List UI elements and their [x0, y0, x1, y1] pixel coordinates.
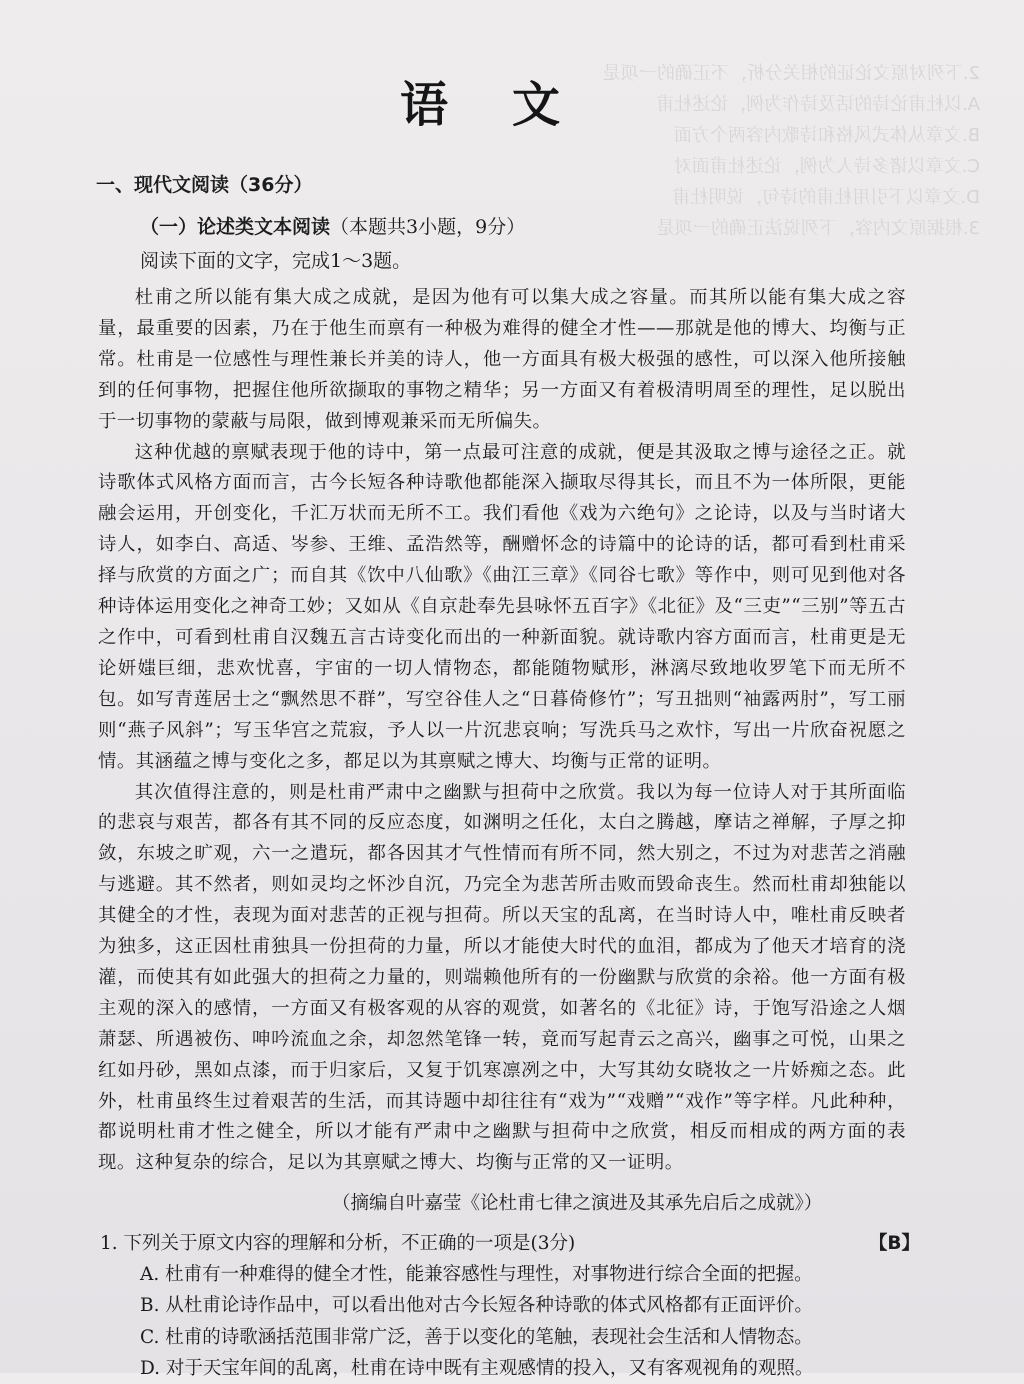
section-heading: 一、现代文阅读（36分）: [96, 174, 313, 196]
bleed-line: 2.下列对原文论证的相关分析，不正确的一项是: [602, 63, 980, 84]
option-b: B. 从杜甫论诗作品中，可以看出他对古今长短各种诗歌的体式风格都有正面评价。: [140, 1295, 813, 1317]
reading-instruction: 阅读下面的文字，完成1～3题。: [140, 250, 412, 272]
passage-paragraph: 这种优越的禀赋表现于他的诗中，第一点最可注意的成就，便是其汲取之博与途径之正。就诗歌体式风格方面而言，古今长短各种诗歌他都能深入撷取尽得其长，而且不为一体所限，更能融会运用，开创变化，千汇万状而无所不工。我们看他《戏为六绝句》之论诗，以及与当时诸大诗人，如李白、高适、岑参、王维、孟浩然等，酬赠怀念的诗篇中的论诗的话，都可看到杜甫采择与欣赏的方面之广；而自其《饮中八仙歌》《曲江三章》《同谷七歌》等作中，则可见到他对各种诗体运用变化之神奇工妙；又如从《自京赴奉先县咏怀五百字》《北征》及“三吏”“三别”等五古之作中，可看到杜甫自汉魏五言古诗变化而出的一种新面貌。就诗歌内容方面而言，杜甫更是无论妍媸巨细，悲欢忧喜，宇宙的一切人情物态，都能随物赋形，淋漓尽致地收罗笔下而无所不包。如写青莲居士之“飘然思不群”，写空谷佳人之“日暮倚修竹”；写丑拙则“袖露两肘”，写工丽则“燕子风斜”；写玉华宫之荒寂，予人以一片沉悲哀响；写洗兵马之欢忭，写出一片欣奋祝愿之情。其涵蕴之博与变化之多，都足以为其禀赋之博大、均衡与正常的证明。: [98, 441, 906, 772]
option-a: A. 杜甫有一种难得的健全才性，能兼容感性与理性，对事物进行综合全面的把握。: [140, 1264, 813, 1286]
question-1: [100, 1228, 920, 1384]
passage-paragraph: 杜甫之所以能有集大成之成就，是因为他有可以集大成之容量。而其所以能有集大成之容量，最重要的因素，乃在于他生而禀有一种极为难得的健全才性——那就是他的博大、均衡与正常。杜甫是一位感性与理性兼长并美的诗人，他一方面具有极大极强的感性，可以深入他所接触到的任何事物，把握住他所欲撷取的事物之精华；另一方面又有着极清明周至的理性，足以脱出于一切事物的蒙蔽与局限，做到博观兼采而无所偏失。: [98, 287, 906, 432]
option-d: D. 对于天宝年间的乱离，杜甫在诗中既有主观感情的投入，又有客观视角的观照。: [140, 1357, 814, 1379]
passage-paragraph: 其次值得注意的，则是杜甫严肃中之幽默与担荷中之欣赏。我以为每一位诗人对于其所面临的悲哀与艰苦，都各有其不同的反应态度，如渊明之任化，太白之腾越，摩诘之禅解，子厚之抑敛，东坡之旷观，六一之遣玩，都各因其才气性情而有所不同，然大别之，不过为对悲苦之消融与逃避。其不然者，则如灵均之怀沙自沉，乃完全为悲苦所击败而毁命丧生。然而杜甫却独能以其健全的才性，表现为面对悲苦的正视与担荷。所以天宝的乱离，在当时诗人中，唯杜甫反映者为独多，这正因杜甫独具一份担荷的力量，所以才能使大时代的血泪，都成为了他天才培育的浇灌，而使其有如此强大的担荷之力量的，则端赖他所有的一份幽默与欣赏的余裕。他一方面有极主观的深入的感情，一方面又有极客观的从容的观赏，如著名的《北征》诗，于饱写沿途之人烟萧瑟、所遇被伤、呻吟流血之余，却忽然笔锋一转，竟而写起青云之高兴，幽事之可悦，山果之红如丹砂，黑如点漆，而于归家后，又复于饥寒凛冽之中，大写其幼女晓妆之一片娇痴之态。此外，杜甫虽终生过着艰苦的生活，而其诗题中却往往有“戏为”“戏赠”“戏作”等字样。凡此种种，都说明杜甫才性之健全，所以才能有严肃中之幽默与担荷中之欣赏，相反而相成的两方面的表现。这种复杂的综合，足以为其禀赋之博大、均衡与正常的又一证明。: [98, 781, 906, 1174]
passage: [98, 283, 906, 1179]
option-c: C. 杜甫的诗歌涵括范围非常广泛，善于以变化的笔触，表现社会生活和人情物态。: [140, 1326, 813, 1348]
bleed-line: B.文章从体式风格和诗歌内容两个方面: [673, 125, 980, 146]
question-stem: [100, 1228, 920, 1259]
bleed-line: 3.根据原文内容，下列说法正确的一项是: [656, 218, 980, 239]
question-text: 1. 下列关于原文内容的理解和分析，不正确的一项是(3分): [100, 1233, 576, 1254]
passage-source: （摘编自叶嘉莹《论杜甫七律之演进及其承先启后之成就》）: [332, 1193, 823, 1214]
bleed-line: A.以杜甫论诗的话及诗作为例，论述杜甫: [656, 94, 980, 115]
subsection-title: （一）论述类文本阅读: [140, 216, 331, 238]
answer-mark: 【B】: [868, 1233, 920, 1254]
bleed-line: C.文章以诸多诗人为例，论述杜甫面对: [673, 156, 980, 177]
subsection-note: （本题共3小题，9分）: [330, 216, 526, 238]
subsection-heading: [140, 212, 525, 239]
page-title: 语文: [399, 77, 624, 133]
bleed-line: D.文章以下引用杜甫的诗句，说明杜甫: [672, 187, 980, 208]
